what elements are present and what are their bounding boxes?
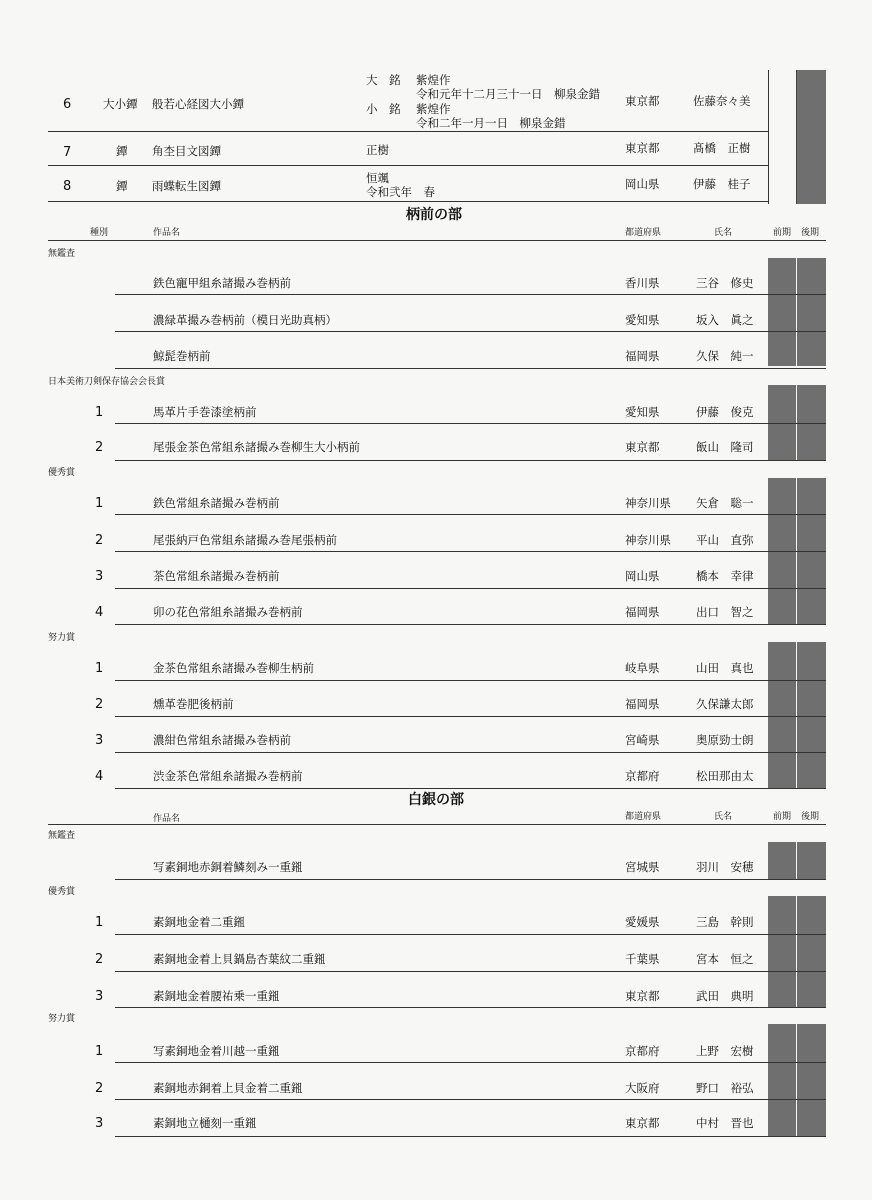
inscription-maker: 紫煌作 bbox=[416, 102, 451, 116]
item-title: 濃緑革撮み巻柄前（模日光助真柄） bbox=[153, 313, 337, 327]
row-number: 3 bbox=[95, 733, 104, 748]
prefecture: 愛知県 bbox=[625, 313, 660, 327]
row-divider bbox=[115, 680, 826, 681]
award-category-label: 努力賞 bbox=[48, 633, 76, 643]
header-rule bbox=[48, 240, 826, 241]
header-second-period: 後期 bbox=[801, 812, 820, 822]
row-number: 1 bbox=[95, 1044, 104, 1059]
artist-name: 平山 直弥 bbox=[696, 533, 754, 547]
prefecture: 京都府 bbox=[625, 1044, 660, 1058]
artist-name: 羽川 安穂 bbox=[696, 860, 754, 874]
row-number: 2 bbox=[95, 440, 104, 455]
header-first-period: 前期 bbox=[773, 812, 792, 822]
prefecture: 神奈川県 bbox=[625, 496, 671, 510]
item-title: 鉄色常組糸諸撮み巻柄前 bbox=[153, 496, 280, 510]
prefecture: 東京都 bbox=[625, 440, 660, 454]
row-number: 1 bbox=[95, 496, 104, 511]
second-period-mark bbox=[797, 642, 826, 788]
award-category-label: 努力賞 bbox=[48, 1014, 76, 1024]
row-number: 2 bbox=[95, 697, 104, 712]
artist-name: 髙橋 正樹 bbox=[693, 141, 751, 155]
row-divider bbox=[115, 1099, 826, 1100]
artist-name: 佐藤奈々美 bbox=[693, 94, 751, 108]
row-divider bbox=[115, 423, 826, 424]
row-divider bbox=[115, 716, 826, 717]
row-number: 6 bbox=[63, 97, 72, 112]
artist-name: 三谷 修史 bbox=[696, 276, 754, 290]
item-title: 馬革片手巻漆塗柄前 bbox=[153, 405, 257, 419]
prefecture: 岡山県 bbox=[625, 569, 660, 583]
prefecture: 愛知県 bbox=[625, 405, 660, 419]
row-divider bbox=[115, 1136, 826, 1137]
row-number: 2 bbox=[95, 1081, 104, 1096]
artist-name: 松田那由太 bbox=[696, 769, 754, 783]
row-divider bbox=[115, 971, 826, 972]
prefecture: 福岡県 bbox=[625, 349, 660, 363]
column-divider bbox=[768, 70, 769, 204]
item-title: 素銅地金着上貝鍋島杏葉紋二重鎺 bbox=[153, 952, 326, 966]
inscription-date: 令和元年十二月三十一日 柳泉金錯 bbox=[416, 87, 600, 101]
inscription-maker: 紫煌作 bbox=[416, 73, 451, 87]
prefecture: 大阪府 bbox=[625, 1081, 660, 1095]
row-divider bbox=[115, 588, 826, 589]
item-type: 鐔 bbox=[116, 179, 128, 193]
award-category-label: 無鑑査 bbox=[48, 831, 76, 841]
item-title: 濃紺色常組糸諸撮み巻柄前 bbox=[153, 733, 291, 747]
inscription: 恒颯 bbox=[366, 171, 389, 185]
artist-name: 三島 幹則 bbox=[696, 915, 754, 929]
first-period-mark bbox=[768, 1024, 796, 1136]
inscription: 正樹 bbox=[366, 143, 389, 157]
artist-name: 宮本 恒之 bbox=[696, 952, 754, 966]
first-period-mark bbox=[768, 896, 796, 1007]
artist-name: 橋本 幸律 bbox=[696, 569, 754, 583]
item-title: 般若心経図大小鐔 bbox=[152, 97, 244, 111]
schedule-mark bbox=[796, 70, 826, 204]
item-title: 写素銅地金着川越一重鎺 bbox=[153, 1044, 280, 1058]
header-prefecture: 都道府県 bbox=[625, 228, 662, 238]
inscription-label: 大 銘 bbox=[366, 73, 401, 87]
prefecture: 東京都 bbox=[625, 989, 660, 1003]
artist-name: 中村 晋也 bbox=[696, 1116, 754, 1130]
row-divider bbox=[115, 1062, 826, 1063]
award-category-label: 優秀賞 bbox=[48, 468, 76, 478]
row-number: 4 bbox=[95, 769, 104, 784]
item-title: 素銅地金着二重鎺 bbox=[153, 915, 245, 929]
row-number: 1 bbox=[95, 405, 104, 420]
second-period-mark bbox=[797, 896, 826, 1007]
item-title: 金茶色常組糸諸撮み巻柳生柄前 bbox=[153, 661, 314, 675]
row-number: 3 bbox=[95, 1116, 104, 1131]
prefecture: 宮城県 bbox=[625, 860, 660, 874]
artist-name: 武田 典明 bbox=[696, 989, 754, 1003]
header-name: 氏名 bbox=[714, 812, 733, 822]
row-divider bbox=[48, 131, 768, 132]
row-divider bbox=[115, 551, 826, 552]
prefecture: 福岡県 bbox=[625, 697, 660, 711]
artist-name: 坂入 眞之 bbox=[696, 313, 754, 327]
item-title: 尾張納戸色常組糸諸撮み巻尾張柄前 bbox=[153, 533, 337, 547]
header-prefecture: 都道府県 bbox=[625, 812, 662, 822]
row-number: 7 bbox=[63, 145, 72, 160]
artist-name: 飯山 隆司 bbox=[696, 440, 754, 454]
artist-name: 伊藤 桂子 bbox=[693, 177, 751, 191]
item-title: 茶色常組糸諸撮み巻柄前 bbox=[153, 569, 280, 583]
artist-name: 矢倉 聡一 bbox=[696, 496, 754, 510]
inscription-date: 令和弐年 春 bbox=[366, 185, 435, 199]
header-name: 氏名 bbox=[714, 228, 733, 238]
item-title: 鉄色寵甲組糸諸撮み巻柄前 bbox=[153, 276, 291, 290]
item-title: 素銅地金着腰祐乗一重鎺 bbox=[153, 989, 280, 1003]
item-title: 卯の花色常組糸諸撮み巻柄前 bbox=[153, 605, 303, 619]
row-number: 1 bbox=[95, 915, 104, 930]
row-divider bbox=[115, 514, 826, 515]
item-title: 写素銅地赤銅着鱗刻み一重鎺 bbox=[153, 860, 303, 874]
item-title: 燻革巻肥後柄前 bbox=[153, 697, 234, 711]
row-divider bbox=[115, 368, 826, 369]
prefecture: 東京都 bbox=[625, 94, 660, 108]
row-divider bbox=[115, 934, 826, 935]
artist-name: 久保謙太郎 bbox=[696, 697, 754, 711]
row-number: 1 bbox=[95, 661, 104, 676]
item-type: 鐔 bbox=[116, 144, 128, 158]
item-type: 大小鐔 bbox=[103, 97, 138, 111]
artist-name: 久保 純一 bbox=[696, 349, 754, 363]
prefecture: 岐阜県 bbox=[625, 661, 660, 675]
award-category-label: 日本美術刀剣保存協会会長賞 bbox=[48, 377, 166, 387]
row-divider bbox=[115, 460, 826, 461]
row-number: 3 bbox=[95, 569, 104, 584]
prefecture: 岡山県 bbox=[625, 177, 660, 191]
prefecture: 宮崎県 bbox=[625, 733, 660, 747]
row-divider bbox=[115, 624, 826, 625]
header-second-period: 後期 bbox=[801, 228, 820, 238]
prefecture: 京都府 bbox=[625, 769, 660, 783]
section-title: 柄前の部 bbox=[406, 207, 462, 223]
first-period-mark bbox=[768, 258, 796, 366]
artist-name: 野口 裕弘 bbox=[696, 1081, 754, 1095]
item-title: 尾張金茶色常組糸諸撮み巻柳生大小柄前 bbox=[153, 440, 360, 454]
header-type: 種別 bbox=[90, 228, 109, 238]
second-period-mark bbox=[797, 258, 826, 366]
header-title: 作品名 bbox=[153, 814, 181, 824]
prefecture: 香川県 bbox=[625, 276, 660, 290]
artist-name: 奥原勁士朗 bbox=[696, 733, 754, 747]
item-title: 雨蝶転生図鐔 bbox=[152, 179, 221, 193]
row-divider bbox=[115, 331, 826, 332]
prefecture: 千葉県 bbox=[625, 952, 660, 966]
row-divider bbox=[115, 788, 826, 789]
award-category-label: 無鑑査 bbox=[48, 249, 76, 259]
row-number: 2 bbox=[95, 952, 104, 967]
row-divider bbox=[48, 201, 768, 202]
prefecture: 神奈川県 bbox=[625, 533, 671, 547]
section-title: 白銀の部 bbox=[408, 792, 464, 808]
inscription-date: 令和二年一月一日 柳泉金錯 bbox=[416, 116, 566, 130]
item-title: 角杢目文図鐔 bbox=[152, 144, 221, 158]
artist-name: 出口 智之 bbox=[696, 605, 754, 619]
item-title: 素銅地赤銅着上貝金着二重鎺 bbox=[153, 1081, 303, 1095]
prefecture: 福岡県 bbox=[625, 605, 660, 619]
column-divider bbox=[796, 70, 797, 204]
second-period-mark bbox=[797, 1024, 826, 1136]
row-divider bbox=[115, 752, 826, 753]
header-title: 作品名 bbox=[153, 228, 181, 238]
prefecture: 東京都 bbox=[625, 141, 660, 155]
item-title: 鯨髭巻柄前 bbox=[153, 349, 211, 363]
row-number: 4 bbox=[95, 605, 104, 620]
prefecture: 愛媛県 bbox=[625, 915, 660, 929]
header-first-period: 前期 bbox=[773, 228, 792, 238]
row-divider bbox=[115, 1007, 826, 1008]
second-period-mark bbox=[797, 842, 826, 879]
first-period-mark bbox=[768, 642, 796, 788]
item-title: 素銅地立樋刻一重鎺 bbox=[153, 1116, 257, 1130]
inscription-label: 小 銘 bbox=[366, 102, 401, 116]
row-number: 8 bbox=[63, 179, 72, 194]
artist-name: 上野 宏樹 bbox=[696, 1044, 754, 1058]
prefecture: 東京都 bbox=[625, 1116, 660, 1130]
award-category-label: 優秀賞 bbox=[48, 887, 76, 897]
row-number: 2 bbox=[95, 533, 104, 548]
row-divider bbox=[115, 294, 826, 295]
artist-name: 山田 真也 bbox=[696, 661, 754, 675]
row-number: 3 bbox=[95, 989, 104, 1004]
item-title: 渋金茶色常組糸諸撮み巻柄前 bbox=[153, 769, 303, 783]
header-rule bbox=[48, 824, 826, 825]
first-period-mark bbox=[768, 842, 796, 879]
row-divider bbox=[115, 879, 826, 880]
row-divider bbox=[48, 165, 768, 166]
artist-name: 伊藤 俊克 bbox=[696, 405, 754, 419]
